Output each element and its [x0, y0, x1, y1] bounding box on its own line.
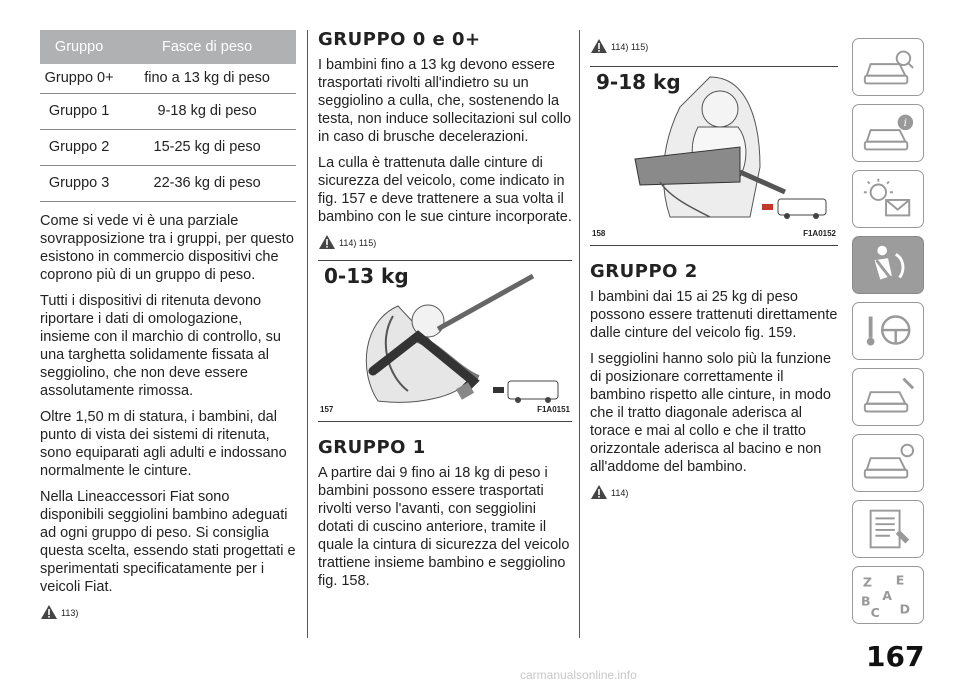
infant-seat-illustration — [318, 261, 572, 406]
paragraph: La culla è trattenuta dalle cinture di sicurezza del veicolo, come indicato in fig. 157 e deve trattenere a sua volta il bambino con le sue cinture incorporate. — [318, 155, 572, 225]
svg-text:Z: Z — [862, 574, 873, 590]
column-divider — [579, 30, 580, 638]
paragraph: Come si vede vi è una parziale sovrapposizione tra i gruppi, per questo esistono in commercio dispositivi che coprono più di un gruppo di peso. — [40, 213, 294, 283]
table-cell: 9-18 kg di peso — [118, 94, 296, 130]
table-cell: fino a 13 kg di peso — [118, 64, 296, 94]
figure-code: F1A0151 — [537, 405, 570, 414]
seat-safety-icon — [853, 237, 923, 293]
heading-gruppo-1: GRUPPO 1 — [318, 437, 426, 458]
paragraph: I bambini dai 15 ai 25 kg di peso possono essere trattenuti direttamente dalle cinture del veicolo fig. 159. — [590, 289, 838, 341]
paragraph: I bambini fino a 13 kg devono essere trasportati rivolti all'indietro su un seggiolino a culla, che, sostenendo la testa, non induce sollecitazioni sul collo in caso di brusche decelerazioni. — [318, 57, 572, 145]
tab-car-tools[interactable] — [852, 368, 924, 426]
page-number: 167 — [866, 640, 925, 673]
car-tools-icon — [853, 369, 923, 425]
specifications-icon — [853, 501, 923, 557]
table-header-weight: Fasce di peso — [118, 30, 296, 64]
warning-reference — [590, 484, 838, 502]
table-row — [40, 130, 296, 166]
column-divider — [307, 30, 308, 638]
warning-ref-text: 114) 115) — [611, 42, 649, 52]
car-service-icon — [853, 435, 923, 491]
tab-warning-lights[interactable] — [852, 170, 924, 228]
table-row — [40, 64, 296, 94]
tab-steering[interactable] — [852, 302, 924, 360]
svg-text:A: A — [882, 587, 892, 603]
table-cell: Gruppo 1 — [40, 94, 118, 130]
paragraph: I seggiolini hanno solo più la funzione di posizionare correttamente il bambino rispetto alle cinture, in modo che il tratto diagonale aderisca al torace e mai al collo e che il tratto orizzontale aderisca al bacino e non all'addome del bambino. — [590, 351, 832, 475]
tab-car-service[interactable] — [852, 434, 924, 492]
tab-specifications[interactable] — [852, 500, 924, 558]
svg-text:i: i — [903, 116, 908, 130]
van-icon — [762, 199, 826, 219]
warning-triangle-icon — [40, 604, 58, 620]
child-seat-illustration — [590, 67, 838, 229]
column-3 — [590, 30, 838, 510]
tab-car-info[interactable] — [852, 104, 924, 162]
warning-reference — [590, 38, 838, 56]
paragraph: A partire dai 9 fino ai 18 kg di peso i bambini possono essere trasportati rivolti verso l'avanti, con seggiolini dotati di cuscino anteriore, tramite il quale la cintura di sicurezza del veicolo trattiene insieme bambino e seggiolino fig. 158. — [318, 465, 570, 589]
tab-index[interactable] — [852, 566, 924, 624]
figure-title: 0-13 kg — [324, 264, 409, 288]
warning-triangle-icon — [590, 38, 608, 54]
svg-text:D: D — [899, 601, 911, 617]
warning-reference — [318, 234, 572, 252]
figure-footer — [590, 222, 838, 243]
paragraph: Tutti i dispositivi di ritenuta devono riportare i dati di omologazione, insieme con il marchio di controllo, su una targhetta solidamente fissata al seggiolino, che non deve essere assolutamente rimossa. — [40, 293, 281, 399]
figure-title: 9-18 kg — [596, 70, 681, 94]
table-row — [40, 94, 296, 130]
svg-text:C: C — [870, 605, 880, 621]
weight-group-table — [40, 30, 296, 202]
tab-seat-safety[interactable] — [852, 236, 924, 294]
figure-number: 157 — [320, 405, 334, 414]
warning-triangle-icon — [590, 484, 608, 500]
car-info-icon — [853, 105, 923, 161]
table-cell: Gruppo 0+ — [40, 64, 118, 94]
figure-158 — [590, 66, 838, 246]
heading-gruppo-0: GRUPPO 0 e 0+ — [318, 29, 481, 50]
table-cell: 15-25 kg di peso — [118, 130, 296, 166]
heading-gruppo-2: GRUPPO 2 — [590, 261, 698, 282]
warning-triangle-icon — [318, 234, 336, 250]
figure-157 — [318, 260, 572, 422]
figure-footer — [318, 398, 572, 419]
svg-text:B: B — [860, 593, 871, 609]
warning-lights-icon — [853, 171, 923, 227]
table-row — [40, 166, 296, 202]
table-cell: Gruppo 2 — [40, 130, 118, 166]
warning-reference — [40, 604, 296, 622]
watermark: carmanualsonline.info — [520, 668, 637, 682]
paragraph: Oltre 1,50 m di statura, i bambini, dal punto di vista dei sistemi di ritenuta, sono equiparati agli adulti e indossano normalmente le cinture. — [40, 409, 287, 479]
paragraph: Nella Lineaccessori Fiat sono disponibili seggiolini bambino adeguati ad ogni gruppo di peso. Si consiglia questa scelta, essendo stati progettati e sperimentati specificatamente per i veicoli Fiat. — [40, 489, 296, 595]
figure-code: F1A0152 — [803, 229, 836, 238]
tab-car-search[interactable] — [852, 38, 924, 96]
warning-ref-text: 114) — [611, 488, 629, 498]
table-header-group: Gruppo — [40, 30, 118, 64]
table-cell: Gruppo 3 — [40, 166, 118, 202]
figure-number: 158 — [592, 229, 606, 238]
steering-wheel-icon — [853, 303, 923, 359]
column-2 — [318, 30, 572, 598]
car-search-icon — [853, 39, 923, 95]
warning-ref-text: 113) — [61, 608, 79, 618]
index-abc-icon — [853, 567, 923, 623]
warning-ref-text: 114) 115) — [339, 238, 377, 248]
svg-text:E: E — [895, 572, 905, 588]
column-1 — [40, 30, 296, 630]
table-cell: 22-36 kg di peso — [118, 166, 296, 202]
